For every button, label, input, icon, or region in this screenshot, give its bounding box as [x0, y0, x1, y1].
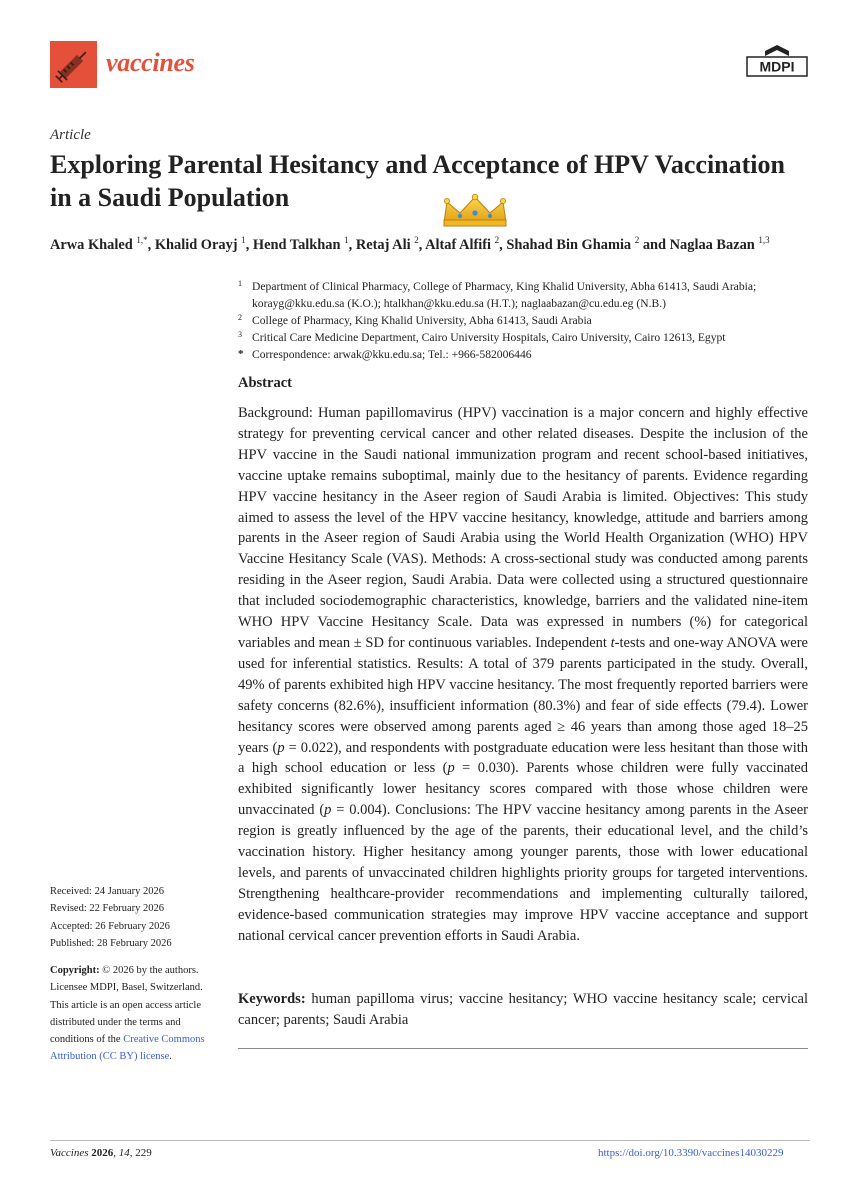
revised-date: Revised: 22 February 2026 — [50, 903, 165, 915]
publisher-logo[interactable] — [745, 44, 809, 78]
article-title: Exploring Parental Hesitancy and Acceptance of HPV Vaccination in a Saudi Population — [50, 150, 785, 212]
syringe-icon — [50, 41, 97, 88]
correspondence[interactable]: * Correspondence: arwak@kku.edu.sa; Tel.: +966-582006446 — [238, 348, 532, 361]
journal-name[interactable]: vaccines — [106, 48, 195, 77]
author[interactable]: Retaj Ali $^2$ — [355, 235, 419, 253]
footer-divider — [50, 1140, 810, 1141]
received-date: Received: 24 January 2026 — [50, 886, 165, 897]
abstract-text: Background: Human papillomavirus (HPV) vaccination is a major concern and highly effective strategy for preventing cervical cancer and other related diseases. Despite the inclusion of the HPV vaccine in the Saudi national immunization program and recent school-based initiatives, vaccine uptake remains suboptimal, mainly due to the hesitancy of parents. Evidence regarding HPV vaccine hesitancy in the Aseer region of Saudi Arabia is limited. Objectives: This study aimed to assess the level of the HPV vaccine hesitancy, knowledge, attitude and barriers among parents in the Aseer region of Saudi Arabia using the World Health Organization (WHO) HPV Vaccine Hesitancy Scale (VAS). Methods: A cross-sectional study was conducted among parents residing in the Aseer region, Saudi Arabia. Data were collected using a structured questionnaire that included sociodemographic characteristics, knowledge, barriers and the validated nine-item WHO HPV Vaccine Hesitancy Scale. Data was expressed in numbers (%) for categorical variables and mean ± SD for continuous variables. Independent t-tests and one-way ANOVA were used for inferential statistics. Results: A total of 379 parents participated in the study. Overall, 49% of parents exhibited high HPV vaccine hesitancy. The most frequently reported barriers were safety concerns (82.6%), insufficient information (80.3%) and fear of side effects (79.4). Lower hesitancy scores were observed among parents aged ≥ 46 years than among those aged 18–25 years (p = 0.022), and respondents with postgraduate education were less hesitant than those with a high school education or less (p = 0.030). Parents whose children were fully vaccinated exhibited significantly lower hesitancy scores compared with those whose children were unvaccinated (p = 0.004). Conclusions: The HPV vaccine hesitancy among parents in the Aseer region is greatly influenced by the age of the parents, their educational level, and the child’s vaccination history. Higher hesitancy among younger parents, those with lower educational levels, and parents of unvaccinated children highlights priority groups for targeted interventions. Strengthening healthcare-provider recommendations and implementing culturally tailored, evidence-based communication strategies may improve HPV vaccine acceptance and support national cervical cancer prevention efforts in Saudi Arabia. — [238, 405, 809, 944]
abstract-heading: Abstract — [238, 375, 292, 391]
doi-link[interactable]: https://doi.org/10.3390/vaccines14030229 — [598, 1147, 784, 1159]
affiliation-item: 3 Critical Care Medicine Department, Cairo University Hospitals, Cairo University, Cairo 12613, Egypt — [238, 330, 726, 344]
citation: Vaccines 2026, 14, 229 — [50, 1147, 152, 1159]
affiliation-item: 1 Department of Clinical Pharmacy, College of Pharmacy, King Khalid University, Abha 61413, Saudi Arabia; korayg@kku.edu.sa (K.O.); htalkhan@kku.edu.sa (H.T.); naglaabazan@cu.edu.eg (N.B.) — [238, 278, 818, 312]
published-date: Published: 28 February 2026 — [50, 937, 172, 949]
author[interactable]: Altaf Alfifi $^2$ — [425, 235, 500, 253]
copyright-notice: Copyright: © 2026 by the authors. Licensee MDPI, Basel, Switzerland. This article is an open access article distributed under the terms and conditions of the Creative Commons Attribution (CC BY) license. — [50, 965, 205, 1063]
publication-dates — [50, 883, 225, 952]
article-type: Article — [50, 127, 91, 143]
mdpi-logo-icon — [745, 44, 809, 78]
crown-emoji-icon — [440, 192, 510, 228]
journal-logo[interactable] — [50, 41, 97, 88]
author-list: Arwa Khaled $^{1,*}$, Khalid Orayj $^1$, Hend Talkhan $^1$, Retaj Ali $^2$, Altaf Alfifi $^2$, Shahad Bin Ghamia $^2$ and Naglaa Bazan $^{1,3}$ — [50, 235, 770, 253]
author[interactable]: Khalid Orayj $^1$ — [154, 235, 246, 253]
affiliation-emails[interactable]: korayg@kku.edu.sa (K.O.); htalkhan@kku.edu.sa (H.T.); naglaabazan@cu.edu.eg (N.B.) — [252, 297, 666, 310]
keywords: Keywords: human papilloma virus; vaccine hesitancy; WHO vaccine hesitancy scale; cervical cancer; parents; Saudi Arabia — [238, 991, 808, 1028]
author[interactable]: Naglaa Bazan $^{1,3}$ — [669, 235, 770, 253]
license-link[interactable]: Creative Commons Attribution (CC BY) license — [50, 1034, 205, 1063]
affiliations — [238, 278, 818, 363]
svg-text:MDPI: MDPI — [759, 58, 795, 75]
divider — [238, 1048, 808, 1049]
keywords-label: Keywords: — [238, 991, 306, 1007]
author[interactable]: Shahad Bin Ghamia $^2$ — [506, 235, 640, 253]
author[interactable]: Arwa Khaled $^{1,*}$ — [50, 235, 148, 253]
accepted-date: Accepted: 26 February 2026 — [50, 920, 170, 932]
author[interactable]: Hend Talkhan $^1$ — [252, 235, 349, 253]
affiliation-item: 2 College of Pharmacy, King Khalid University, Abha 61413, Saudi Arabia — [238, 313, 592, 327]
